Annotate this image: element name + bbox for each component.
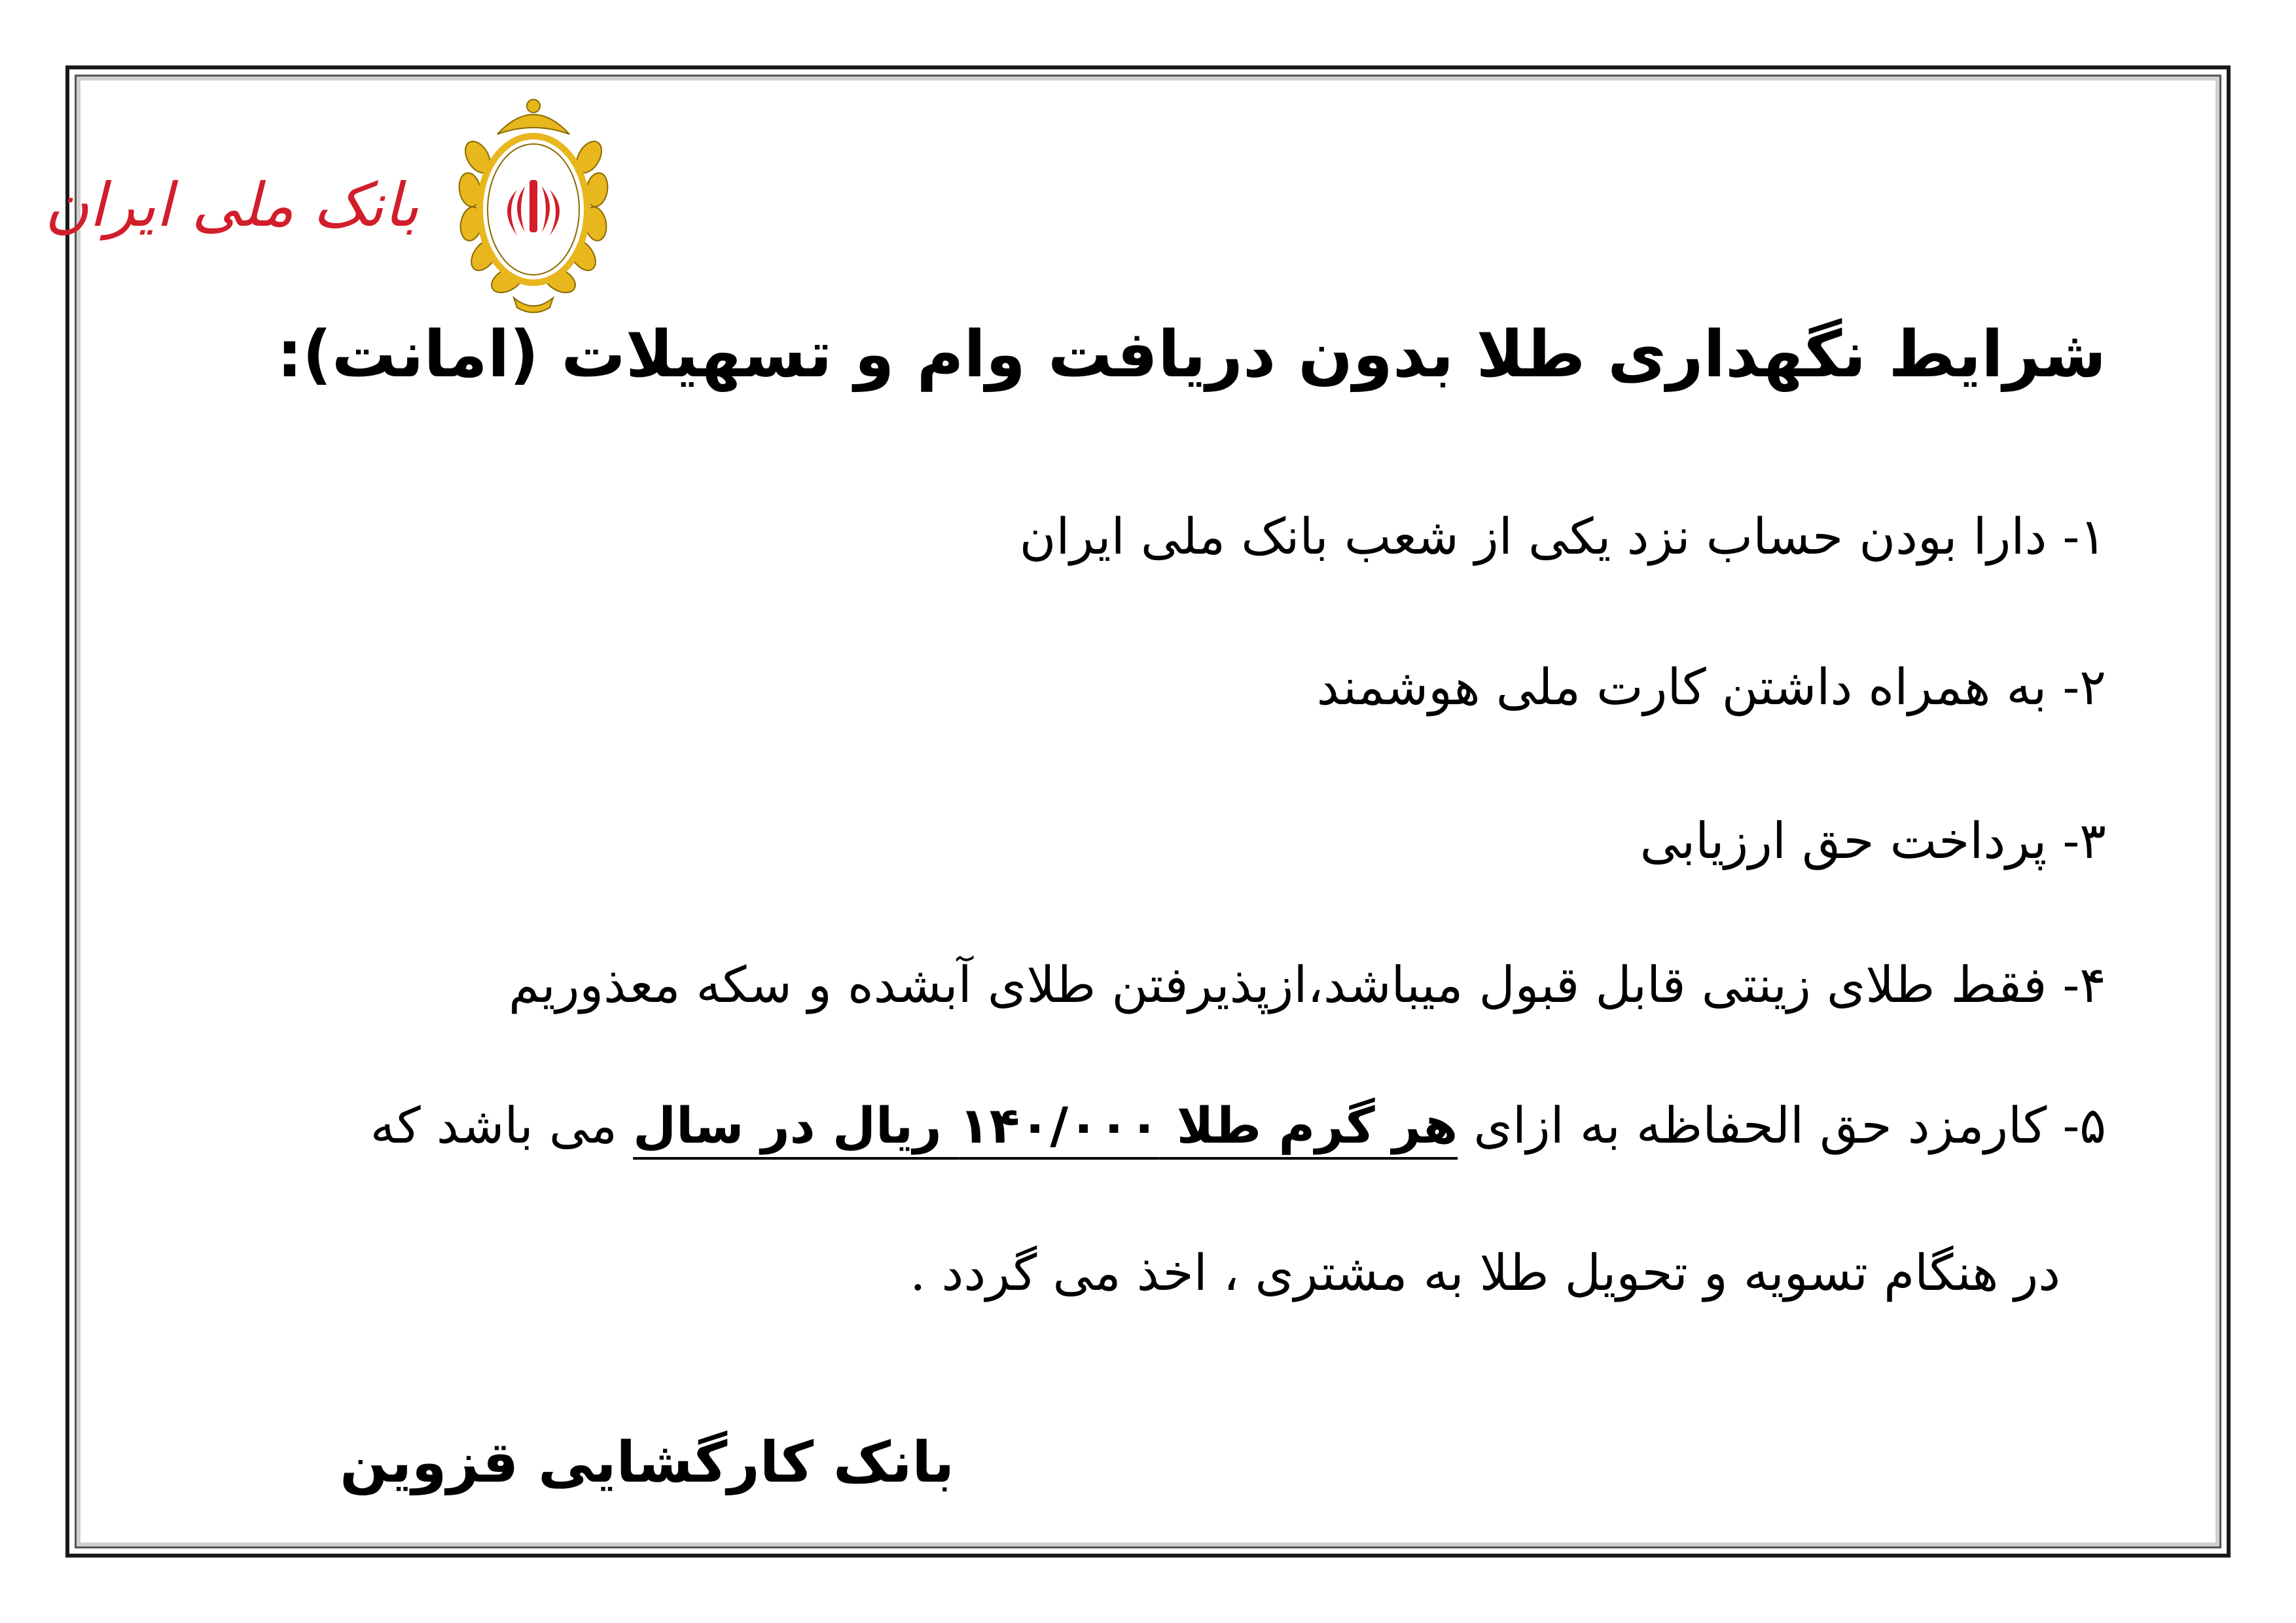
condition-item-2: ۲- به همراه داشتن کارت ملی هوشمند: [1316, 658, 2106, 716]
condition-item-5: [370, 1096, 2106, 1154]
condition-item-5-prefix: ۵- کارمزد حق الحفاظه به ازای: [1458, 1096, 2106, 1154]
signature: بانک کارگشایی قزوین: [340, 1430, 954, 1495]
storage-fee-amount: هر گرم طلا ۱۴۰/۰۰۰ ریال در سال: [633, 1096, 1458, 1154]
condition-item-4: ۴- فقط طلای زینتی قابل قبول میباشد،ازپذیرفتن طلای آبشده و سکه معذوریم: [509, 955, 2106, 1014]
condition-item-1: ۱- دارا بودن حساب نزد یکی از شعب بانک ملی ایران: [1019, 507, 2106, 565]
bank-melli-emblem-icon: [452, 98, 615, 314]
page-title: شرایط نگهداری طلا بدون دریافت وام و تسهیلات (امانت):: [276, 317, 2106, 392]
bank-logo: [45, 98, 615, 314]
condition-item-3: ۳- پرداخت حق ارزیابی: [1640, 812, 2106, 870]
bank-logo-text: بانک ملی ایران: [45, 170, 419, 240]
condition-item-5-suffix: می باشد که: [370, 1096, 634, 1154]
condition-item-5-continuation: در هنگام تسویه و تحویل طلا به مشتری ، اخذ می گردد .: [910, 1243, 2060, 1302]
